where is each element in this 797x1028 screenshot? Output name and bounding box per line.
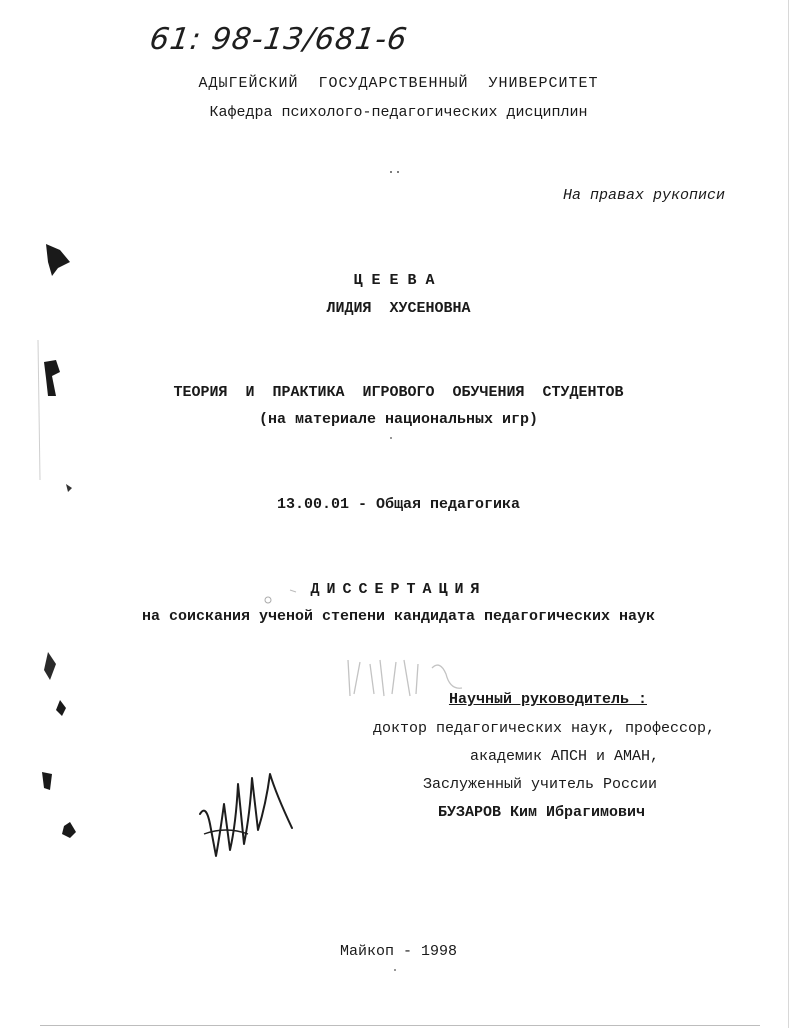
author-given-names: ЛИДИЯ ХУСЕНОВНА — [326, 300, 471, 317]
manuscript-rights-note: На правах рукописи — [562, 187, 725, 204]
document-type: ДИССЕРТАЦИЯ — [310, 581, 487, 598]
university-name: АДЫГЕЙСКИЙ ГОСУДАРСТВЕННЫЙ УНИВЕРСИТЕТ — [198, 75, 599, 92]
advisor-credentials-line2: академик АПСН и АМАН, — [469, 748, 659, 765]
advisor-credentials-line1: доктор педагогических наук, профессор, — [372, 720, 715, 737]
thesis-title-line1: ТЕОРИЯ И ПРАКТИКА ИГРОВОГО ОБУЧЕНИЯ СТУДЕНТОВ — [173, 384, 624, 401]
thesis-title-line2: (на материале национальных игр) — [258, 411, 539, 428]
advisor-name: БУЗАРОВ Ким Ибрагимович — [437, 804, 645, 821]
degree-description: на соискания ученой степени кандидата педагогических наук — [141, 608, 656, 625]
advisor-heading: Научный руководитель : — [448, 691, 647, 708]
author-surname: ЦЕЕВА — [353, 272, 444, 289]
archive-code-handwritten: 61: 98-13/681-6 — [147, 22, 410, 57]
scan-bottom-edge — [40, 1025, 760, 1026]
place-and-year: Майкоп - 1998 — [339, 943, 458, 960]
specialty-code: 13.00.01 - Общая педагогика — [276, 496, 521, 513]
scan-right-edge — [788, 0, 789, 1028]
department-name: Кафедра психолого-педагогических дисциплин — [209, 104, 588, 121]
advisor-credentials-line3: Заслуженный учитель России — [422, 776, 657, 793]
